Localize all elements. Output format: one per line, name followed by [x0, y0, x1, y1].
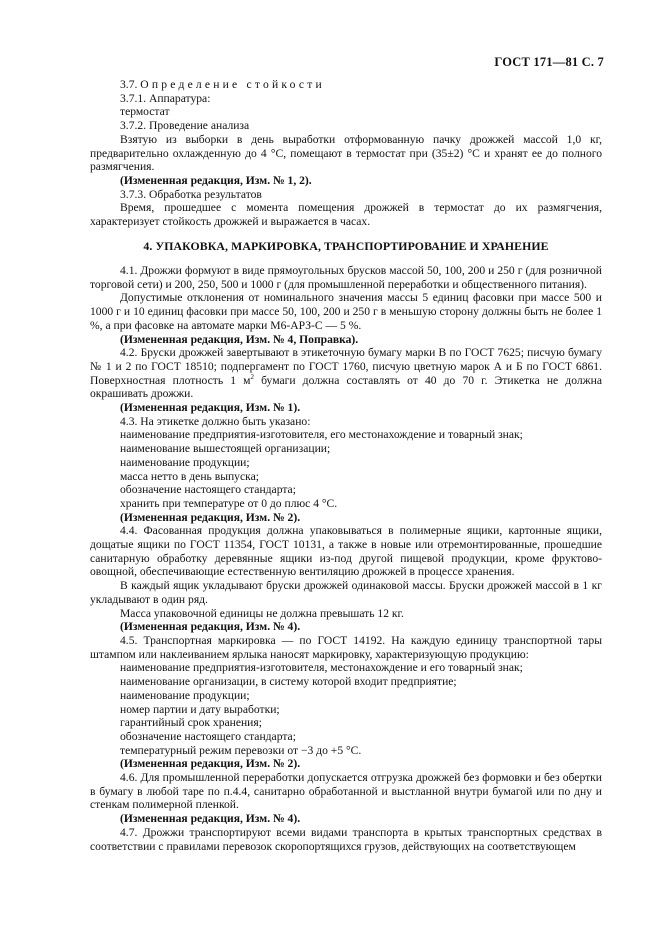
marking-list-item: номер партии и дату выработки; — [120, 702, 280, 716]
label-list-item: наименование продукции; — [120, 455, 250, 469]
subsection-3-7-1: 3.7.1. Аппаратура: — [120, 91, 211, 105]
clause-4-1-tolerance: Допустимые отклонения от номинального значения массы 5 единиц фасовки при массе 500 и 1000 г и 10 единиц фасовки при массе 50, 100, 200 и 250 г в меньшую сторону должны быть не более 1 %, а при фасовке на автомате марки М6-АРЗ-С — 5 %. — [90, 291, 602, 332]
section-3-7-number: 3.7. — [120, 78, 138, 91]
marking-list-item: температурный режим перевозки от −3 до +5 °С. — [120, 743, 362, 757]
marking-list-item: наименование продукции; — [120, 688, 250, 702]
marking-list-item: наименование предприятия-изготовителя, местонахождение и его товарный знак; — [120, 661, 523, 675]
label-list-item: наименование предприятия-изготовителя, его местонахождение и товарный знак; — [120, 428, 523, 442]
clause-4-4-mass: Масса упаковочной единицы не должна превышать 12 кг. — [120, 606, 404, 620]
section-3-7-heading — [90, 78, 602, 92]
amendment-note: (Измененная редакция, Изм. № 4). — [120, 812, 301, 826]
amendment-note: (Измененная редакция, Изм. № 1). — [120, 401, 301, 415]
marking-list-item: наименование организации, в систему которой входит предприятие; — [120, 675, 457, 689]
label-list-item: обозначение настоящего стандарта; — [120, 483, 296, 497]
clause-4-1: 4.1. Дрожжи формуют в виде прямоугольных брусков массой 50, 100, 200 и 250 г (для розничной торговой сети) и 200, 250, 500 и 1000 г (для промышленной переработки и общественного питания). — [90, 264, 602, 291]
section-4-title: 4. УПАКОВКА, МАРКИРОВКА, ТРАНСПОРТИРОВАНИЕ И ХРАНЕНИЕ — [143, 239, 549, 253]
subsection-3-7-3: 3.7.3. Обработка результатов — [120, 187, 262, 201]
label-list-item: наименование вышестоящей организации; — [120, 442, 331, 456]
amendment-note: (Измененная редакция, Изм. № 2). — [120, 757, 301, 771]
running-header: ГОСТ 171—81 С. 7 — [494, 55, 604, 69]
amendment-note: (Измененная редакция, Изм. № 4). — [120, 620, 301, 634]
clause-4-4: 4.4. Фасованная продукция должна упаковываться в полимерные ящики, картонные ящики, дощатые ящики по ГОСТ 11354, ГОСТ 10131, а также в новые или отремонтированные, прошедшие санитарную обработку деревянные ящики из-под другой пищевой продукции, кроме фруктово-овощной, обеспечивающие естественную вентиляцию дрожжей в процессе хранения. — [90, 524, 602, 579]
clause-4-2: 4.2. Бруски дрожжей завертывают в этикеточную бумагу марки В по ГОСТ 7625; писчую бумагу № 1 и 2 по ГОСТ 18510; подпергамент по ГОСТ 1760, писчую цветную марок А и Б по ГОСТ 6861. Поверхностная плотность 1 $м^2$ бумаги должна составлять от 40 до 70 г. Этикетка не должна окрашивать дрожжи. — [90, 346, 603, 401]
label-list-item: масса нетто в день выпуска; — [120, 469, 259, 483]
marking-list-item: обозначение настоящего стандарта; — [120, 729, 296, 743]
marking-list-item: гарантийный срок хранения; — [120, 716, 262, 730]
section-3-7 — [90, 78, 602, 229]
equipment-item: термостат — [120, 105, 170, 119]
amendment-note: (Измененная редакция, Изм. № 1, 2). — [120, 173, 312, 187]
subsection-3-7-2: 3.7.2. Проведение анализа — [120, 119, 250, 133]
clause-4-5: 4.5. Транспортная маркировка — по ГОСТ 14192. На каждую единицу транспортной тары штампом или наклеиванием ярлыка наносят маркировку, характеризующую продукцию: — [90, 633, 602, 661]
clause-4-3: 4.3. На этикетке должно быть указано: — [120, 414, 311, 428]
clause-4-7: 4.7. Дрожжи транспортируют всеми видами транспорта в крытых транспортных средствах в соответствии с правилами перевозок скоропортящихся грузов, действующих на соответствующем — [90, 825, 602, 853]
section-4 — [90, 264, 602, 853]
clause-4-6: 4.6. Для промышленной переработки допускается отгрузка дрожжей без формовки и без обертки в бумагу в любой таре по п.4.4, санитарно обработанной и выстланной внутри бумагой или по дну и стенкам полимерной пленкой. — [90, 771, 602, 812]
label-list-item: хранить при температуре от 0 до плюс 4 °С. — [120, 496, 338, 510]
section-3-7-title: Определение стойкости — [140, 78, 325, 91]
results-paragraph: Время, прошедшее с момента помещения дрожжей в термостат до их размягчения, характеризует стойкость дрожжей и выражается в часах. — [90, 201, 602, 229]
amendment-note: (Измененная редакция, Изм. № 2). — [120, 510, 301, 524]
section-4-heading-block — [90, 240, 602, 254]
amendment-note: (Измененная редакция, Изм. № 4, Поправка). — [120, 332, 359, 346]
superscript: 2 — [250, 372, 254, 381]
procedure-paragraph: Взятую из выборки в день выработки отформованную пачку дрожжей массой 1,0 кг, предварительно охлажденную до 4 °С, помещают в термостат при (35±2) °С и хранят ее до полного размягчения. — [90, 132, 602, 174]
clause-4-4-packing: В каждый ящик укладывают бруски дрожжей одинаковой массы. Бруски дрожжей массой в 1 кг укладывают в один ряд. — [90, 579, 602, 606]
